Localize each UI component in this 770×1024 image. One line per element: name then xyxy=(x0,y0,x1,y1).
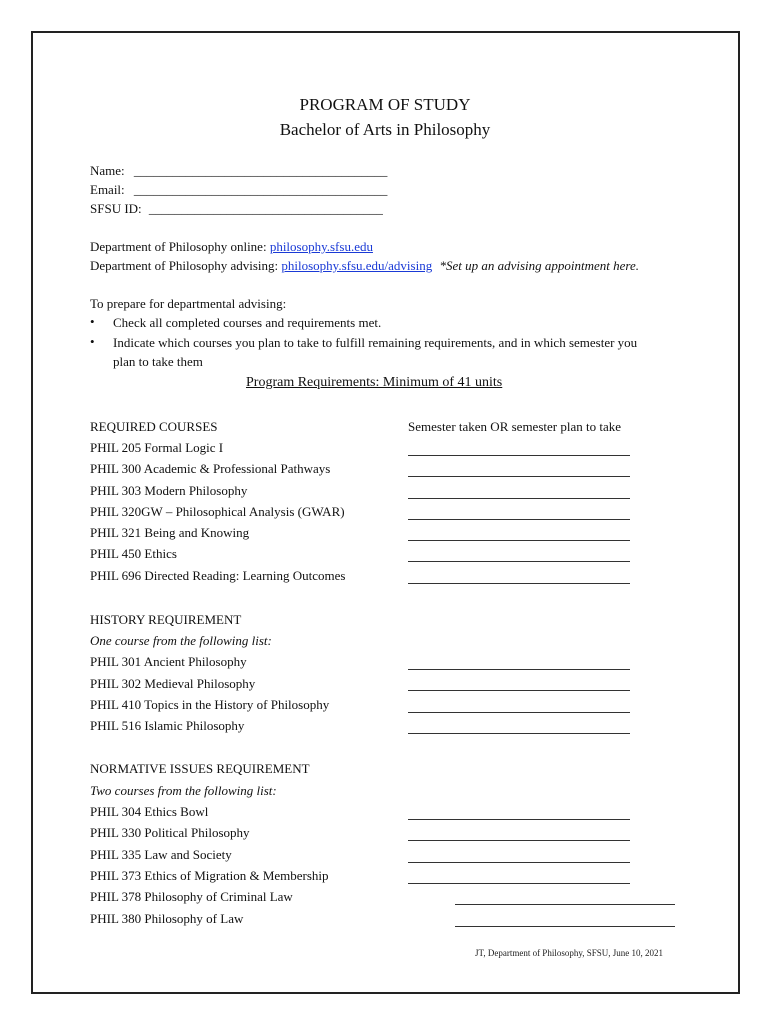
email-blank: _______________________________________ xyxy=(133,182,388,197)
semester-field[interactable] xyxy=(408,883,630,884)
bullet-2-text-continued: plan to take them xyxy=(113,354,203,369)
course-phil-300: PHIL 300 Academic & Professional Pathways xyxy=(90,461,331,476)
course-phil-380: PHIL 380 Philosophy of Law xyxy=(90,911,244,926)
normative-heading: NORMATIVE ISSUES REQUIREMENT xyxy=(90,761,310,776)
semester-field[interactable] xyxy=(408,712,630,713)
name-blank: _______________________________________ xyxy=(133,163,388,178)
course-phil-301: PHIL 301 Ancient Philosophy xyxy=(90,654,247,669)
semester-field[interactable] xyxy=(408,669,630,670)
sfsu-id-field[interactable] xyxy=(90,200,383,218)
document-footer: JT, Department of Philosophy, SFSU, June 10, 2021 xyxy=(475,948,663,958)
semester-field[interactable] xyxy=(408,862,630,863)
course-phil-410: PHIL 410 Topics in the History of Philosophy xyxy=(90,697,330,712)
department-online-link[interactable]: philosophy.sfsu.edu xyxy=(269,239,373,254)
course-phil-304: PHIL 304 Ethics Bowl xyxy=(90,804,209,819)
bullet-1-text: Check all completed courses and requirements met. xyxy=(113,315,382,330)
name-field[interactable] xyxy=(90,162,387,180)
course-phil-320gw: PHIL 320GW – Philosophical Analysis (GWAR) xyxy=(90,504,345,519)
semester-field[interactable] xyxy=(408,583,630,584)
semester-field[interactable] xyxy=(408,561,630,562)
department-online-label: Department of Philosophy online: xyxy=(90,239,267,254)
bullet-1-marker: • xyxy=(90,314,95,329)
prepare-intro: To prepare for departmental advising: xyxy=(90,296,287,311)
program-requirements-heading: Program Requirements: Minimum of 41 units xyxy=(246,375,503,390)
sfsu-id-blank: ____________________________________ xyxy=(148,201,383,216)
course-phil-378: PHIL 378 Philosophy of Criminal Law xyxy=(90,889,293,904)
semester-field[interactable] xyxy=(408,840,630,841)
semester-field[interactable] xyxy=(408,690,630,691)
semester-field[interactable] xyxy=(408,498,630,499)
semester-field[interactable] xyxy=(408,733,630,734)
course-phil-696: PHIL 696 Directed Reading: Learning Outcomes xyxy=(90,568,346,583)
course-phil-205: PHIL 205 Formal Logic I xyxy=(90,440,224,455)
semester-field[interactable] xyxy=(408,819,630,820)
name-label: Name: xyxy=(90,163,125,178)
course-phil-335: PHIL 335 Law and Society xyxy=(90,847,232,862)
semester-field[interactable] xyxy=(408,476,630,477)
bullet-2-marker: • xyxy=(90,334,95,349)
department-online-line xyxy=(90,238,373,256)
bullet-2-text: Indicate which courses you plan to take to fulfill remaining requirements, and in which semester you xyxy=(113,335,638,350)
course-phil-330: PHIL 330 Political Philosophy xyxy=(90,825,250,840)
semester-field[interactable] xyxy=(455,904,675,905)
course-phil-373: PHIL 373 Ethics of Migration & Membership xyxy=(90,868,329,883)
semester-column-heading: Semester taken OR semester plan to take xyxy=(408,419,621,434)
semester-field[interactable] xyxy=(408,519,630,520)
history-heading: HISTORY REQUIREMENT xyxy=(90,612,242,627)
required-heading: REQUIRED COURSES xyxy=(90,419,218,434)
department-advising-line xyxy=(90,257,639,275)
normative-instruction: Two courses from the following list: xyxy=(90,783,277,798)
course-phil-303: PHIL 303 Modern Philosophy xyxy=(90,483,248,498)
sfsu-id-label: SFSU ID: xyxy=(90,201,142,216)
page-subtitle: Bachelor of Arts in Philosophy xyxy=(279,120,491,139)
department-advising-link[interactable]: philosophy.sfsu.edu/advising xyxy=(281,258,433,273)
semester-field[interactable] xyxy=(455,926,675,927)
page-title: PROGRAM OF STUDY xyxy=(299,95,471,114)
semester-field[interactable] xyxy=(408,455,630,456)
course-phil-302: PHIL 302 Medieval Philosophy xyxy=(90,676,256,691)
advising-note: *Set up an advising appointment here. xyxy=(439,258,639,273)
email-field[interactable] xyxy=(90,181,387,199)
course-phil-321: PHIL 321 Being and Knowing xyxy=(90,525,250,540)
history-instruction: One course from the following list: xyxy=(90,633,272,648)
course-phil-450: PHIL 450 Ethics xyxy=(90,546,177,561)
course-phil-516: PHIL 516 Islamic Philosophy xyxy=(90,718,245,733)
department-advising-label: Department of Philosophy advising: xyxy=(90,258,279,273)
semester-field[interactable] xyxy=(408,540,630,541)
email-label: Email: xyxy=(90,182,125,197)
